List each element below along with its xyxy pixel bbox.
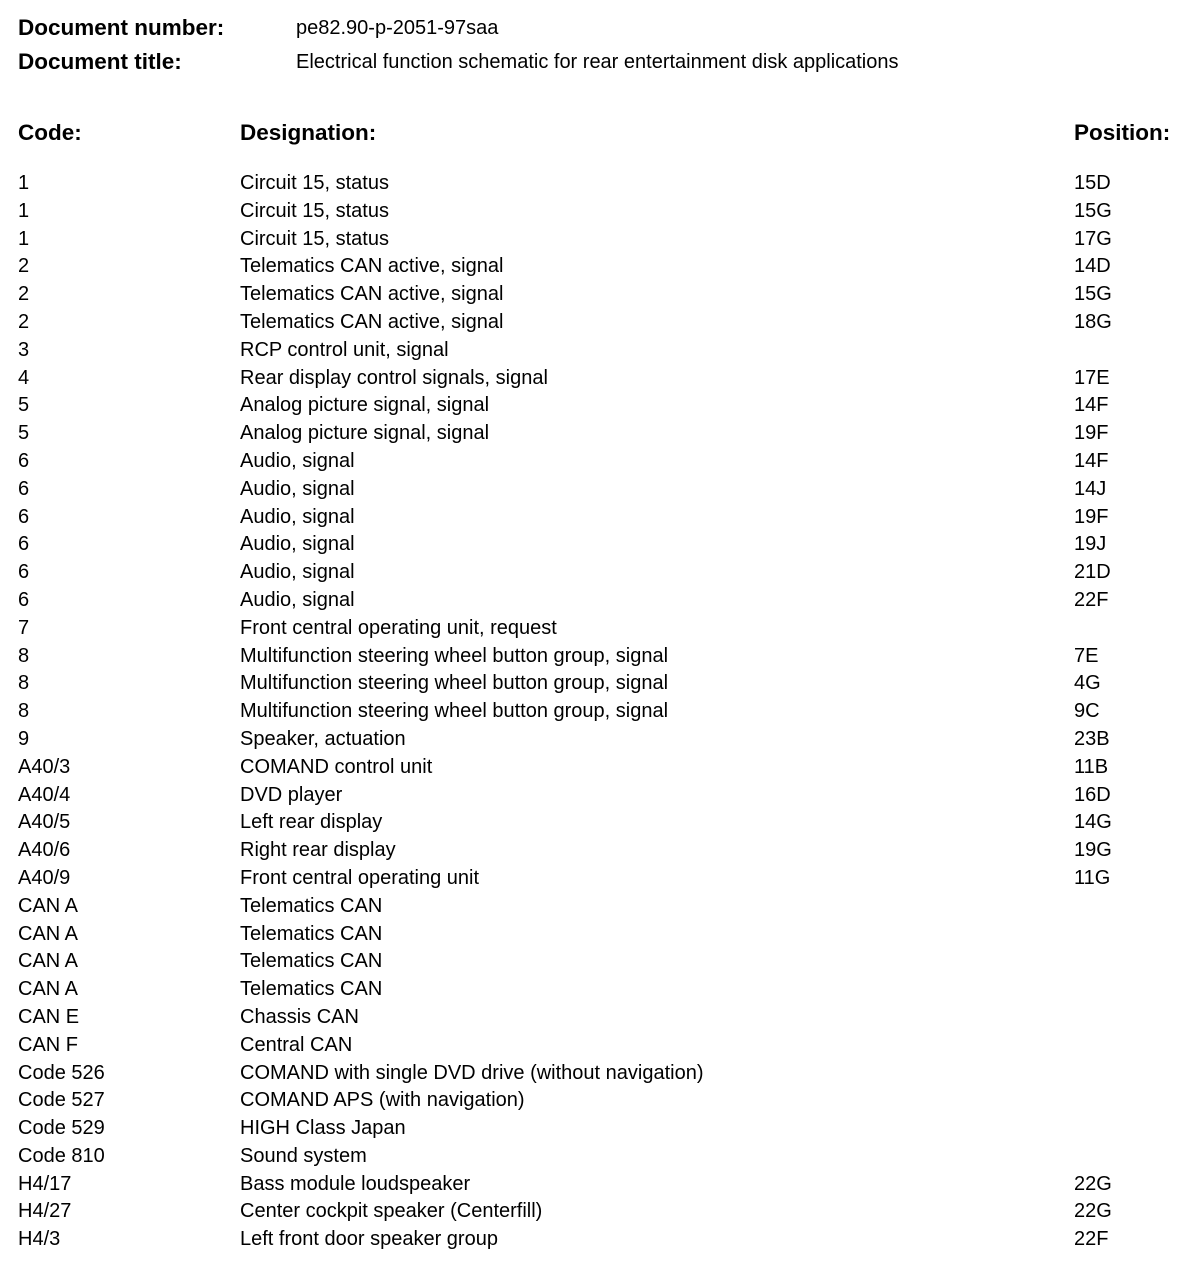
table-row (0, 865, 1192, 893)
cell-designation: Telematics CAN active, signal (240, 255, 504, 278)
cell-code: 3 (18, 338, 30, 361)
document-title-label: Document title: (18, 49, 182, 74)
cell-position: 17E (1074, 366, 1110, 389)
cell-designation: Multifunction steering wheel button group, signal (240, 700, 669, 723)
cell-code: Code 526 (18, 1061, 105, 1084)
column-header-position: Position: (1074, 120, 1171, 145)
cell-designation: COMAND with single DVD drive (without navigation) (240, 1061, 704, 1084)
table-row (0, 1171, 1192, 1199)
cell-designation: Left front door speaker group (240, 1228, 498, 1251)
table-body (0, 170, 1192, 1254)
table-row (0, 754, 1192, 782)
cell-position: 15D (1074, 172, 1111, 194)
cell-code: 6 (18, 477, 30, 500)
table-row (0, 337, 1192, 365)
table-row (0, 531, 1192, 559)
table-row (0, 198, 1192, 226)
cell-code: CAN E (18, 1005, 80, 1028)
cell-position: 19F (1074, 422, 1109, 445)
cell-code: A40/3 (18, 755, 71, 778)
cell-position: 9C (1074, 700, 1100, 723)
cell-position: 22G (1074, 1200, 1112, 1223)
cell-code: CAN A (18, 978, 79, 1001)
cell-designation: Right rear display (240, 839, 396, 862)
table-row (0, 837, 1192, 865)
cell-designation: Telematics CAN (240, 922, 383, 945)
cell-code: A40/9 (18, 866, 71, 889)
cell-code: 8 (18, 672, 30, 695)
cell-code: 1 (18, 172, 30, 194)
cell-position: 14J (1074, 477, 1107, 500)
cell-designation: Audio, signal (240, 449, 355, 472)
cell-designation: Telematics CAN active, signal (240, 283, 504, 306)
cell-position: 15G (1074, 199, 1112, 222)
cell-designation: Circuit 15, status (240, 172, 389, 194)
cell-position: 22G (1074, 1172, 1112, 1195)
cell-designation: Chassis CAN (240, 1005, 359, 1028)
cell-designation: Multifunction steering wheel button group, signal (240, 644, 669, 667)
cell-designation: Bass module loudspeaker (240, 1172, 471, 1195)
cell-code: 7 (18, 616, 30, 639)
table-row (0, 587, 1192, 615)
cell-position: 19G (1074, 839, 1112, 862)
table-row (0, 921, 1192, 949)
cell-designation: Telematics CAN active, signal (240, 310, 504, 333)
document-number-label: Document number: (18, 15, 225, 40)
cell-position: 15G (1074, 283, 1112, 306)
cell-code: 6 (18, 505, 30, 528)
cell-position: 19J (1074, 533, 1107, 556)
cell-position: 14F (1074, 394, 1109, 417)
cell-position: 18G (1074, 310, 1112, 333)
cell-position: 4G (1074, 672, 1101, 695)
table-row (0, 643, 1192, 671)
cell-position: 19F (1074, 505, 1109, 528)
cell-code: A40/4 (18, 783, 71, 806)
cell-designation: Speaker, actuation (240, 727, 406, 750)
cell-designation: Telematics CAN (240, 950, 383, 973)
table-row (0, 1032, 1192, 1060)
table-row (0, 615, 1192, 643)
table-row (0, 809, 1192, 837)
table-row (0, 782, 1192, 810)
cell-designation: Analog picture signal, signal (240, 422, 490, 445)
cell-position: 14D (1074, 255, 1111, 278)
table-row (0, 281, 1192, 309)
cell-code: CAN A (18, 922, 79, 945)
cell-code: 2 (18, 283, 30, 306)
table-row (0, 448, 1192, 476)
cell-position: 14G (1074, 811, 1112, 834)
cell-code: Code 527 (18, 1089, 105, 1112)
table-row (0, 226, 1192, 254)
cell-position: 22F (1074, 588, 1109, 611)
cell-code: H4/17 (18, 1172, 72, 1195)
cell-code: Code 810 (18, 1144, 105, 1167)
cell-code: CAN A (18, 894, 79, 917)
cell-designation: HIGH Class Japan (240, 1117, 406, 1140)
cell-code: H4/3 (18, 1228, 61, 1251)
cell-designation: DVD player (240, 783, 343, 806)
cell-code: 8 (18, 700, 30, 723)
table-row (0, 1226, 1192, 1254)
cell-designation: Front central operating unit, request (240, 616, 557, 639)
cell-code: A40/5 (18, 811, 71, 834)
cell-code: A40/6 (18, 839, 71, 862)
cell-position: 14F (1074, 449, 1109, 472)
cell-designation: Rear display control signals, signal (240, 366, 548, 389)
table-row (0, 559, 1192, 587)
table-row (0, 420, 1192, 448)
table-row (0, 1087, 1192, 1115)
cell-code: H4/27 (18, 1200, 72, 1223)
cell-designation: Central CAN (240, 1033, 353, 1056)
cell-code: 6 (18, 449, 30, 472)
cell-designation: Left rear display (240, 811, 383, 834)
cell-code: 5 (18, 422, 30, 445)
table-row (0, 170, 1192, 198)
table-row (0, 253, 1192, 281)
cell-code: 6 (18, 561, 30, 584)
cell-designation: COMAND APS (with navigation) (240, 1089, 525, 1112)
table-row (0, 1060, 1192, 1088)
cell-code: 4 (18, 366, 30, 389)
cell-designation: Audio, signal (240, 561, 355, 584)
cell-code: Code 529 (18, 1117, 105, 1140)
table-row (0, 476, 1192, 504)
cell-position: 11B (1074, 755, 1109, 778)
document-title-value: Electrical function schematic for rear entertainment disk applications (296, 51, 899, 73)
table-row (0, 504, 1192, 532)
cell-position: 16D (1074, 783, 1111, 806)
cell-position: 22F (1074, 1228, 1109, 1251)
table-row (0, 309, 1192, 337)
cell-designation: Audio, signal (240, 588, 355, 611)
cell-designation: Audio, signal (240, 505, 355, 528)
cell-designation: Center cockpit speaker (Centerfill) (240, 1200, 543, 1223)
cell-designation: Audio, signal (240, 477, 355, 500)
cell-code: 2 (18, 255, 30, 278)
table-row (0, 1143, 1192, 1171)
cell-code: 2 (18, 310, 30, 333)
cell-designation: Analog picture signal, signal (240, 394, 490, 417)
table-row (0, 726, 1192, 754)
table-row (0, 893, 1192, 921)
table-row (0, 698, 1192, 726)
table-row (0, 1198, 1192, 1226)
table-row (0, 670, 1192, 698)
table-row (0, 976, 1192, 1004)
cell-code: 5 (18, 394, 30, 417)
cell-code: 1 (18, 227, 30, 250)
cell-code: CAN A (18, 950, 79, 973)
table-row (0, 1004, 1192, 1032)
cell-code: 9 (18, 727, 30, 750)
cell-designation: Telematics CAN (240, 894, 383, 917)
document-number-value: pe82.90-p-2051-97saa (296, 17, 499, 39)
cell-code: CAN F (18, 1033, 78, 1056)
column-header-designation: Designation: (240, 120, 377, 145)
cell-designation: Multifunction steering wheel button group, signal (240, 672, 669, 695)
table-row (0, 365, 1192, 393)
cell-designation: Audio, signal (240, 533, 355, 556)
cell-designation: COMAND control unit (240, 755, 433, 778)
cell-designation: Telematics CAN (240, 978, 383, 1001)
cell-code: 1 (18, 199, 30, 222)
cell-code: 8 (18, 644, 30, 667)
cell-position: 11G (1074, 866, 1111, 889)
cell-position: 23B (1074, 727, 1110, 750)
column-header-code: Code: (18, 120, 82, 145)
cell-position: 17G (1074, 227, 1112, 250)
cell-position: 21D (1074, 561, 1111, 584)
table-row (0, 1115, 1192, 1143)
cell-code: 6 (18, 533, 30, 556)
cell-designation: Circuit 15, status (240, 199, 389, 222)
cell-code: 6 (18, 588, 30, 611)
cell-designation: Sound system (240, 1144, 367, 1167)
table-row (0, 392, 1192, 420)
table-row (0, 948, 1192, 976)
cell-designation: Front central operating unit (240, 866, 480, 889)
cell-position: 7E (1074, 644, 1099, 667)
cell-designation: RCP control unit, signal (240, 338, 449, 361)
cell-designation: Circuit 15, status (240, 227, 389, 250)
